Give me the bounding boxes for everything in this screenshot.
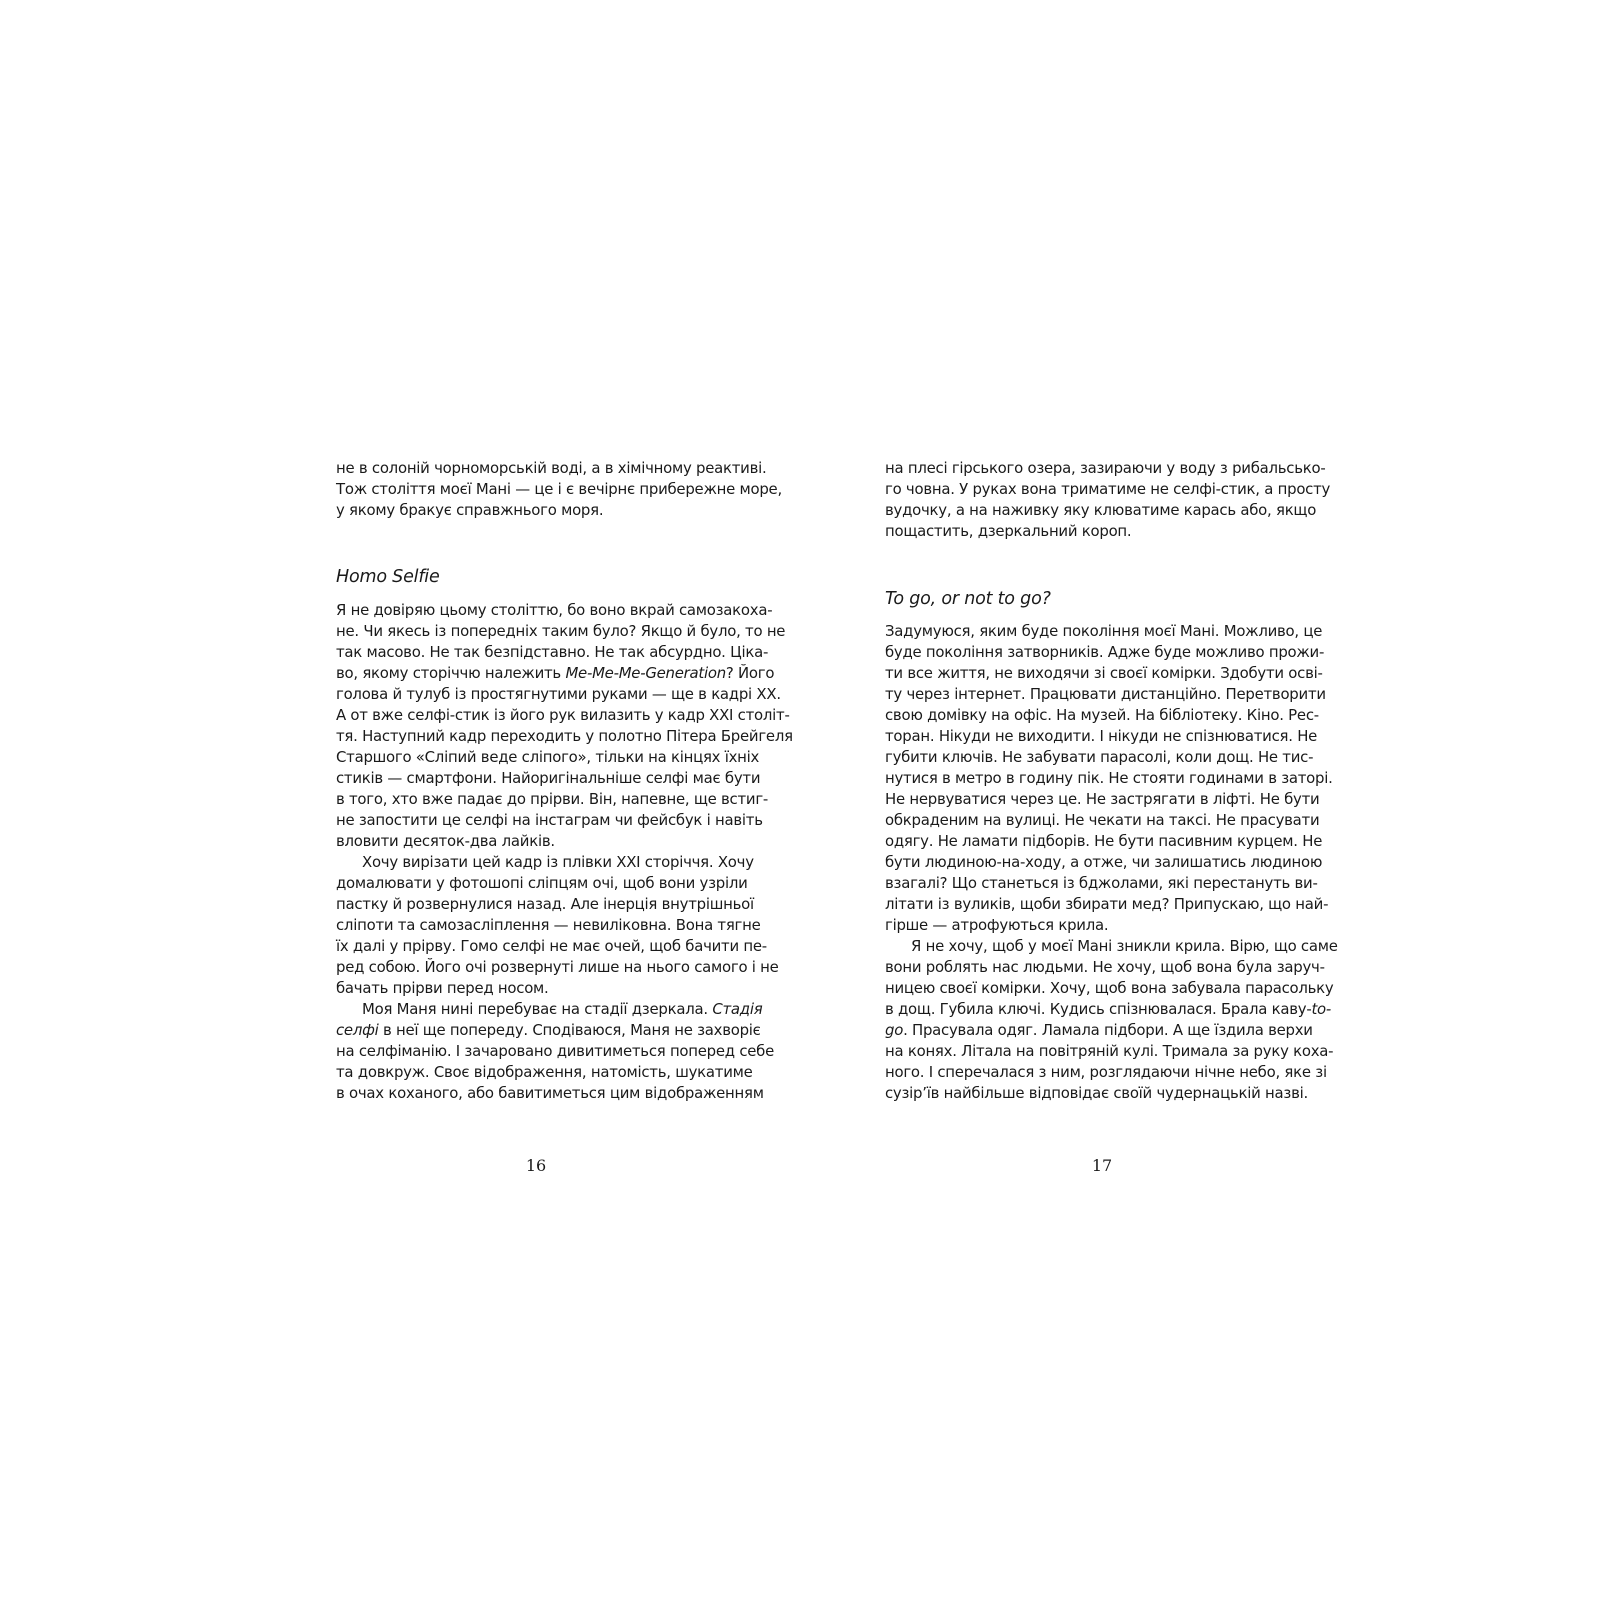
italic-text-run: Стадія [712, 1000, 763, 1018]
text-run: губити ключів. Не забувати парасолі, коли дощ. Не тис- [885, 748, 1314, 766]
text-line [336, 642, 769, 663]
text-run: ного. І сперечалася з ним, розглядаючи нічне небо, яке зі [885, 1063, 1327, 1081]
text-run: на плесі гірського озера, зазираючи у воду з рибальсько- [885, 459, 1326, 477]
text-line [885, 1062, 1327, 1083]
text-line [885, 852, 1323, 873]
text-run: у якому бракує справжнього моря. [336, 501, 604, 519]
right-page-body-text [885, 621, 1338, 1104]
text-line [885, 768, 1333, 789]
text-line [336, 999, 763, 1020]
text-run: не в солоній чорноморській воді, а в хімічному реактиві. [336, 459, 767, 477]
text-line [885, 999, 1332, 1020]
text-run: вони роблять нас людьми. Не хочу, щоб вона була заруч- [885, 958, 1325, 976]
text-line [885, 705, 1319, 726]
text-line [885, 747, 1314, 768]
page-number-left: 16 [525, 1156, 547, 1175]
text-run: домалювати у фотошопі сліпцям очі, щоб вони узріли [336, 874, 748, 892]
text-line [885, 1041, 1334, 1062]
text-run: ту через інтернет. Працювати дистанційно. Перетворити [885, 685, 1326, 703]
text-line [885, 663, 1323, 684]
text-run: пастку й розвернулися назад. Але інерція внутрішньої [336, 895, 754, 913]
text-run: не. Чи якесь із попередніх таким було? Якщо й було, то не [336, 622, 786, 640]
text-line [336, 1041, 775, 1062]
text-line [336, 458, 767, 479]
text-run: Не нервуватися через це. Не застрягати в ліфті. Не бути [885, 790, 1320, 808]
text-run: стиків — смартфони. Найоригінальніше селфі має бути [336, 769, 761, 787]
text-run: Старшого «Сліпий веде сліпого», тільки на кінцях їхніх [336, 748, 760, 766]
text-run: в неї ще попереду. Сподіваюся, Маня не захворіє [378, 1021, 761, 1039]
text-line [885, 831, 1323, 852]
text-run: їх далі у прірву. Гомо селфі не має очей, щоб бачити пе- [336, 937, 767, 955]
text-line [336, 957, 779, 978]
text-line [336, 831, 736, 852]
text-run: свою домівку на офіс. На музей. На бібліотеку. Кіно. Рес- [885, 706, 1319, 724]
text-line [336, 705, 790, 726]
text-run: тя. Наступний кадр переходить у полотно Пітера Брейгеля [336, 727, 793, 745]
text-run: бути людиною-на-ходу, а отже, чи залишатись людиною [885, 853, 1323, 871]
text-run: ницею своєї комірки. Хочу, щоб вона забувала парасольку [885, 979, 1334, 997]
text-run: взагалі? Що станеться із бджолами, які перестануть ви- [885, 874, 1318, 892]
left-page-intro-paragraph [336, 458, 782, 521]
text-line [336, 1020, 761, 1041]
text-line [885, 726, 1318, 747]
text-line [885, 810, 1320, 831]
text-run: голова й тулуб із простягнутими руками — ще в кадрі XX. [336, 685, 781, 703]
text-line [336, 621, 786, 642]
text-run: ти все життя, не виходячи зі своєї комірки. Здобути осві- [885, 664, 1323, 682]
text-line [336, 663, 775, 684]
text-line [336, 978, 736, 999]
text-run: Тож століття моєї Мані — це і є вечірнє прибережне море, [336, 480, 782, 498]
text-run: та довкруж. Своє відображення, натомість, шукатиме [336, 1063, 753, 1081]
text-run: ред собою. Його очі розвернуті лише на нього самого і не [336, 958, 779, 976]
section-heading-to-go: To go, or not to go? [885, 589, 1051, 609]
text-run: так масово. Не так безпідставно. Не так абсурдно. Ціка- [336, 643, 769, 661]
italic-text-run: селфі [336, 1021, 379, 1039]
text-run: вловити десяток-два лайків. [336, 832, 555, 850]
text-run: Я не довіряю цьому століттю, бо воно вкрай самозакоха- [336, 601, 773, 619]
text-run: одягу. Не ламати підборів. Не бути пасивним курцем. Не [885, 832, 1323, 850]
text-run: на конях. Літала на повітряній кулі. Тримала за руку коха- [885, 1042, 1334, 1060]
text-line [885, 458, 1326, 479]
text-run: Задумуюся, яким буде покоління моєї Мані. Можливо, це [885, 622, 1323, 640]
text-run: в дощ. Губила ключі. Кудись спізнювалася. Брала каву- [885, 1000, 1312, 1018]
text-line [885, 936, 1338, 957]
text-run: во, якому сторіччю належить [336, 664, 566, 682]
text-run: сузір’їв найбільше відповідає своїй чудернацькій назві. [885, 1084, 1308, 1102]
section-heading-homo-selfie: Homo Selfie [336, 567, 440, 587]
text-run: літати із вуликів, щоби збирати мед? Припускаю, що най- [885, 895, 1329, 913]
text-line [336, 873, 748, 894]
text-run: обкраденим на вулиці. Не чекати на таксі. Не прасувати [885, 811, 1320, 829]
text-line [336, 1062, 753, 1083]
italic-text-run: go [885, 1021, 904, 1039]
italic-text-run: Me-Me-Me-Generation [565, 664, 726, 682]
text-run: вудочку, а на наживку яку клюватиме карась або, якщо [885, 501, 1317, 519]
text-line [336, 936, 767, 957]
text-run: Хочу вирізати цей кадр із плівки XXI сторіччя. Хочу [362, 853, 754, 871]
text-line [336, 684, 781, 705]
text-run: пощастить, дзеркальний короп. [885, 522, 1132, 540]
text-run: сліпоти та самозасліплення — невиліковна. Вона тягне [336, 916, 761, 934]
text-run: гірше — атрофуються крила. [885, 916, 1109, 934]
text-line [336, 915, 761, 936]
text-run: ? Його [725, 664, 775, 682]
text-line [336, 600, 773, 621]
text-line [336, 726, 793, 747]
text-run: го човна. У руках вона триматиме не селфі-стик, а просту [885, 480, 1331, 498]
left-page-body-text [336, 600, 793, 1104]
text-line [336, 479, 782, 500]
page-number-right: 17 [1091, 1156, 1113, 1175]
text-line [336, 789, 769, 810]
text-line [336, 747, 760, 768]
right-page-intro-paragraph [885, 458, 1331, 542]
text-line [336, 852, 754, 873]
text-run: на селфіманію. І зачаровано дивитиметься поперед себе [336, 1042, 775, 1060]
text-line [885, 978, 1334, 999]
text-line [885, 500, 1317, 521]
text-run: Я не хочу, щоб у моєї Мані зникли крила. Вірю, що саме [911, 937, 1338, 955]
text-run: торан. Нікуди не виходити. І нікуди не спізнюватися. Не [885, 727, 1318, 745]
text-line [885, 789, 1320, 810]
text-line [885, 957, 1325, 978]
text-line [885, 1083, 1308, 1104]
text-line [336, 894, 754, 915]
text-line [885, 479, 1331, 500]
text-line [885, 642, 1325, 663]
text-line [336, 810, 763, 831]
text-line [885, 521, 1285, 542]
text-line [885, 684, 1326, 705]
italic-text-run: to- [1311, 1000, 1332, 1018]
text-line [336, 500, 736, 521]
text-run: в того, хто вже падає до прірви. Він, напевне, ще встиг- [336, 790, 769, 808]
text-run: А от вже селфі-стик із його рук вилазить у кадр XXI століт- [336, 706, 790, 724]
text-run: Моя Маня нині перебуває на стадії дзеркала. [362, 1000, 713, 1018]
text-line [885, 873, 1318, 894]
text-line [885, 621, 1323, 642]
text-line [885, 1020, 1313, 1041]
text-run: в очах коханого, або бавитиметься цим відображенням [336, 1084, 764, 1102]
text-run: нутися в метро в годину пік. Не стояти годинами в заторі. [885, 769, 1333, 787]
text-line [885, 894, 1329, 915]
text-line [336, 1083, 764, 1104]
text-line [336, 768, 761, 789]
text-line [885, 915, 1285, 936]
text-run: не запостити це селфі на інстаграм чи фейсбук і навіть [336, 811, 763, 829]
text-run: . Прасувала одяг. Ламала підбори. А ще їздила верхи [903, 1021, 1313, 1039]
text-run: буде покоління затворників. Адже буде можливо прожи- [885, 643, 1325, 661]
text-run: бачать прірви перед носом. [336, 979, 549, 997]
